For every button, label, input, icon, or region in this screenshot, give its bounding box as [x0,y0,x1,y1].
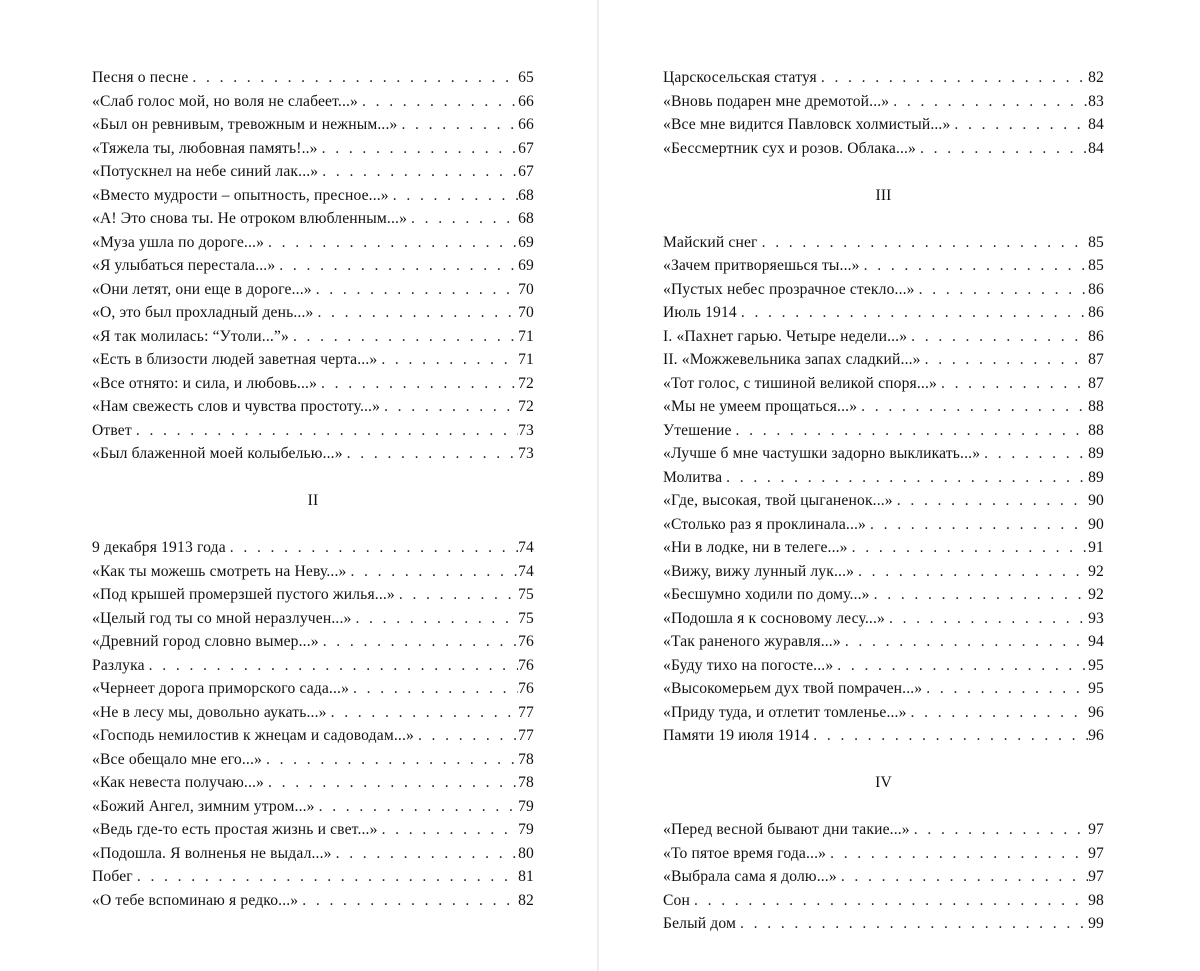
toc-entry-page-number: 66 [518,92,534,110]
toc-entry-title: «Все обещало мне его...» [92,750,262,768]
toc-entry-title: «Буду тихо на погосте...» [663,656,834,674]
toc-entry-page-number: 93 [1088,609,1104,627]
toc-leader-dots [821,66,1088,90]
toc-entry-page-number: 67 [518,163,534,180]
toc-leader-dots [347,442,518,466]
toc-entry-title: «Был блаженной моей колыбелью...» [92,445,343,462]
toc-entry-title: «Древний город словно вымер...» [92,633,319,650]
toc-entry-page-number: 66 [518,116,534,133]
toc-entry-page-number: 65 [518,69,534,86]
toc-entry-page-number: 97 [1088,868,1104,885]
toc-entry [663,348,1104,372]
toc-entry-page-number: 70 [518,304,534,321]
toc-leader-dots [830,842,1088,866]
toc-entry [663,889,1104,913]
toc-entry-page-number: 98 [1088,891,1104,909]
section-heading-ii: II [307,492,319,509]
toc-entry [663,66,1104,90]
toc-leader-dots [279,254,518,278]
toc-entry [92,654,534,678]
toc-entry-title: Майский снег [663,233,758,251]
toc-entry-title: «Целый год ты со мной неразлучен...» [92,609,352,627]
toc-leader-dots [762,231,1088,255]
toc-leader-dots [362,90,518,114]
toc-entry-title: «Я так молилась: “Утоли...”» [92,327,289,345]
toc-entry-title: «Высокомерьем дух твой помрачен...» [663,680,923,697]
toc-entry-title: Памяти 19 июля 1914 [663,727,810,744]
toc-leader-dots [852,536,1088,560]
toc-leader-dots [322,160,518,184]
toc-entry-page-number: 99 [1088,915,1104,932]
toc-leader-dots [845,630,1088,654]
section-heading-iv: IV [875,774,892,791]
toc-entry [663,912,1104,936]
toc-entry-title: Песня о песне [92,69,189,86]
toc-entry-title: «Вместо мудрости – опытность, пресное...» [92,186,389,204]
toc-entry [663,90,1104,114]
toc-entry-title: «Столько раз я проклинала...» [663,515,867,533]
toc-leader-dots [382,818,519,842]
toc-entry-page-number: 86 [1088,280,1104,298]
toc-entry-page-number: 87 [1088,374,1104,392]
toc-entry-title: «Перед весной бывают дни такие...» [663,821,910,838]
left-page [0,0,598,971]
toc-entry [92,701,534,725]
toc-entry [92,795,534,819]
toc-group-iv [663,818,1104,936]
toc-entry-title: «Слаб голос мой, но воля не слабеет...» [92,92,359,110]
toc-entry [92,419,534,443]
toc-entry [92,536,534,560]
toc-leader-dots [920,137,1088,161]
toc-entry-page-number: 97 [1088,821,1104,838]
toc-leader-dots [926,677,1088,701]
toc-entry-title: «Зачем притворяешься ты...» [663,257,860,274]
toc-leader-dots [136,419,518,443]
toc-entry-page-number: 85 [1088,257,1104,274]
toc-entry-title: Молитва [663,468,723,486]
toc-entry-page-number: 84 [1088,139,1104,157]
toc-entry-title: «Как ты можешь смотреть на Неву...» [92,562,347,580]
toc-entry-page-number: 77 [518,703,534,721]
toc-entry-page-number: 75 [518,586,534,603]
toc-leader-dots [401,113,518,137]
toc-entry-title: «Так раненого журавля...» [663,633,841,650]
toc-entry-title: Царскосельская статуя [663,69,817,86]
toc-entry-title: «Ведь где-то есть простая жизнь и свет...» [92,821,378,838]
toc-entry-page-number: 86 [1088,304,1104,321]
toc-entry-title: Июль 1914 [663,304,737,321]
toc-leader-dots [418,724,518,748]
section-spacer [663,160,1104,184]
toc-entry-page-number: 68 [518,186,534,204]
toc-left [92,66,534,912]
toc-entry-page-number: 73 [518,421,534,439]
toc-entry [663,231,1104,255]
toc-entry-page-number: 81 [518,868,534,885]
toc-leader-dots [897,489,1088,513]
toc-entry-title: «Вижу, вижу лунный лук...» [663,562,855,580]
toc-leader-dots [336,842,519,866]
section-heading-iii: III [875,186,892,204]
toc-entry [92,301,534,325]
toc-entry [663,654,1104,678]
toc-entry [663,701,1104,725]
toc-entry [92,278,534,302]
toc-entry [92,90,534,114]
toc-leader-dots [874,583,1088,607]
toc-entry-page-number: 79 [518,797,534,815]
toc-leader-dots [893,90,1088,114]
toc-entry-page-number: 78 [518,774,534,791]
toc-leader-dots [837,654,1088,678]
toc-entry-page-number: 89 [1088,445,1104,462]
toc-leader-dots [321,372,518,396]
toc-leader-dots [317,301,518,325]
toc-entry [663,113,1104,137]
toc-entry [663,818,1104,842]
toc-leader-dots [384,395,518,419]
toc-leader-dots [813,724,1088,748]
toc-leader-dots [137,865,518,889]
toc-entry-page-number: 88 [1088,398,1104,415]
toc-entry-page-number: 73 [518,445,534,462]
toc-entry-page-number: 76 [518,680,534,697]
toc-entry [663,865,1104,889]
toc-entry [663,489,1104,513]
toc-entry-page-number: 87 [1088,351,1104,368]
toc-entry-page-number: 96 [1088,727,1104,744]
toc-entry-page-number: 91 [1088,539,1104,556]
toc-leader-dots [911,325,1088,349]
toc-entry-title: «Потускнел на небе синий лак...» [92,163,319,180]
toc-leader-dots [954,113,1088,137]
toc-leader-dots [323,630,518,654]
toc-entry [92,66,534,90]
toc-leader-dots [736,419,1089,443]
toc-leader-dots [740,912,1088,936]
toc-entry [663,583,1104,607]
toc-entry-title: «Мы не умеем прощаться...» [663,398,858,415]
toc-leader-dots [925,348,1088,372]
toc-entry-page-number: 82 [518,891,534,909]
toc-entry [92,630,534,654]
toc-leader-dots [870,513,1088,537]
toc-entry-page-number: 95 [1088,656,1104,674]
toc-entry-page-number: 78 [518,750,534,768]
toc-entry-page-number: 67 [518,139,534,157]
toc-entry-page-number: 92 [1088,586,1104,603]
toc-entry-page-number: 79 [518,821,534,838]
toc-entry [92,348,534,372]
right-page [599,0,1200,971]
toc-entry-title: «Тяжела ты, любовная память!..» [92,139,318,157]
toc-entry-title: II. «Можжевельника запах сладкий...» [663,351,921,368]
section-spacer [92,466,534,490]
toc-entry [92,889,534,913]
toc-leader-dots [268,771,518,795]
toc-entry [92,442,534,466]
toc-group-ii [92,536,534,912]
toc-entry [663,677,1104,701]
toc-entry-page-number: 96 [1088,703,1104,721]
toc-entry-page-number: 76 [518,633,534,650]
toc-entry [92,184,534,208]
toc-entry-title: «Божий Ангел, зимним утром...» [92,797,315,815]
toc-entry [663,466,1104,490]
section-spacer [92,513,534,537]
toc-entry [663,254,1104,278]
toc-entry-page-number: 84 [1088,116,1104,133]
toc-entry-title: Белый дом [663,915,737,932]
toc-entry [92,677,534,701]
toc-entry-title: «Чернеет дорога приморского сада...» [92,680,350,697]
toc-group-continued [663,66,1104,160]
toc-leader-dots [411,207,518,231]
toc-entry-page-number: 76 [518,656,534,674]
section-spacer [663,207,1104,231]
toc-entry [92,724,534,748]
toc-entry-title: «Был он ревнивым, тревожным и нежным...» [92,116,398,133]
toc-leader-dots [393,184,518,208]
toc-entry-page-number: 74 [518,539,534,556]
toc-entry [663,442,1104,466]
toc-entry-title: «Нам свежесть слов и чувства простоту...» [92,398,381,415]
toc-leader-dots [355,607,518,631]
toc-entry-title: «Приду туда, и отлетит томленье...» [663,703,907,721]
toc-entry [663,372,1104,396]
toc-leader-dots [841,865,1088,889]
toc-entry [663,630,1104,654]
toc-leader-dots [889,607,1088,631]
toc-entry-page-number: 77 [518,727,534,744]
toc-entry [92,865,534,889]
toc-entry [663,419,1104,443]
toc-leader-dots [230,536,518,560]
toc-entry-title: Утешение [663,421,732,439]
toc-entry-title: «Все мне видится Павловск холмистый...» [663,116,951,133]
toc-entry-page-number: 70 [518,280,534,298]
toc-entry-page-number: 68 [518,210,534,227]
toc-leader-dots [694,889,1088,913]
toc-leader-dots [741,301,1088,325]
toc-entry [92,560,534,584]
toc-entry [663,560,1104,584]
toc-entry [663,842,1104,866]
toc-entry-page-number: 80 [518,844,534,862]
toc-entry-page-number: 69 [518,233,534,251]
toc-entry-title: «Лучше б мне частушки задорно выкликать...» [663,445,981,462]
toc-entry-title: «Ни в лодке, ни в телеге...» [663,539,848,556]
toc-entry-page-number: 69 [518,257,534,274]
toc-entry [92,748,534,772]
toc-entry-title: «Муза ушла по дороге...» [92,233,265,251]
toc-leader-dots [861,395,1088,419]
toc-entry [92,842,534,866]
toc-entry-title: «Есть в близости людей заветная черта...» [92,351,378,368]
toc-entry-title: «О тебе вспоминаю я редко...» [92,891,299,909]
toc-entry-page-number: 72 [518,374,534,392]
toc-leader-dots [322,137,518,161]
toc-entry [663,607,1104,631]
toc-entry-title: «Тот голос, с тишиной великой споря...» [663,374,937,392]
toc-entry-title: Сон [663,891,690,909]
toc-entry-title: «Подошла. Я волненья не выдал...» [92,844,332,862]
toc-leader-dots [919,278,1088,302]
toc-entry-page-number: 71 [518,351,534,368]
toc-leader-dots [302,889,518,913]
toc-entry-title: «Господь немилостив к жнецам и садоводам...» [92,727,414,744]
toc-entry [92,372,534,396]
toc-leader-dots [268,231,518,255]
toc-entry-page-number: 75 [518,609,534,627]
toc-entry [92,113,534,137]
toc-entry [92,583,534,607]
toc-entry-title: «Пустых небес прозрачное стекло...» [663,280,915,298]
toc-entry-title: I. «Пахнет гарью. Четыре недели...» [663,327,908,345]
toc-entry [92,818,534,842]
toc-group-1 [92,66,534,466]
toc-entry-page-number: 71 [518,327,534,345]
toc-entry-page-number: 95 [1088,680,1104,697]
toc-entry [92,771,534,795]
toc-entry [663,513,1104,537]
toc-leader-dots [911,701,1089,725]
toc-entry-title: Побег [92,868,133,885]
toc-entry-page-number: 72 [518,398,534,415]
toc-entry-title: «Подошла я к сосновому лесу...» [663,609,885,627]
toc-entry [663,325,1104,349]
toc-entry-page-number: 94 [1088,633,1104,650]
toc-entry [92,137,534,161]
toc-entry-page-number: 90 [1088,492,1104,509]
toc-entry-title: Ответ [92,421,132,439]
toc-entry-page-number: 97 [1088,844,1104,862]
toc-leader-dots [319,795,518,819]
toc-leader-dots [864,254,1088,278]
toc-entry-title: «То пятое время года...» [663,844,827,862]
toc-leader-dots [914,818,1088,842]
toc-leader-dots [399,583,518,607]
toc-entry [92,207,534,231]
toc-leader-dots [293,325,518,349]
toc-entry-title: «Под крышей промерзшей пустого жилья...» [92,586,395,603]
toc-entry-title: «Как невеста получаю...» [92,774,265,791]
toc-entry-title: «Бесшумно ходили по дому...» [663,586,870,603]
toc-leader-dots [726,466,1088,490]
toc-entry-page-number: 83 [1088,92,1104,110]
toc-entry-page-number: 74 [518,562,534,580]
toc-entry-title: «Где, высокая, твой цыганенок...» [663,492,893,509]
toc-entry [663,278,1104,302]
toc-entry [663,395,1104,419]
toc-entry [663,301,1104,325]
toc-leader-dots [266,748,518,772]
toc-entry-title: «Выбрала сама я долю...» [663,868,837,885]
section-spacer [663,748,1104,772]
toc-entry-page-number: 92 [1088,562,1104,580]
toc-leader-dots [350,560,518,584]
toc-entry-title: «Они летят, они еще в дороге...» [92,280,312,298]
toc-right [663,66,1104,936]
toc-entry [92,325,534,349]
toc-entry [92,395,534,419]
toc-entry-title: «А! Это снова ты. Не отроком влюбленным...» [92,210,408,227]
toc-entry [92,607,534,631]
toc-leader-dots [316,278,518,302]
toc-group-iii [663,231,1104,748]
toc-leader-dots [192,66,518,90]
toc-entry-title: «Бессмертник сух и розов. Облака...» [663,139,916,157]
toc-entry-title: «Я улыбаться перестала...» [92,257,276,274]
toc-entry-title: «О, это был прохладный день...» [92,304,314,321]
toc-leader-dots [381,348,518,372]
toc-entry [92,160,534,184]
toc-entry-page-number: 86 [1088,327,1104,345]
toc-leader-dots [941,372,1088,396]
toc-entry-title: Разлука [92,656,145,674]
toc-leader-dots [858,560,1088,584]
toc-entry-page-number: 90 [1088,515,1104,533]
toc-entry-page-number: 89 [1088,468,1104,486]
toc-entry-page-number: 88 [1088,421,1104,439]
toc-entry-title: 9 декабря 1913 года [92,539,226,556]
toc-entry-page-number: 85 [1088,233,1104,251]
toc-entry-page-number: 82 [1088,69,1104,86]
section-spacer [663,795,1104,819]
toc-entry [663,536,1104,560]
toc-entry-title: «Вновь подарен мне дремотой...» [663,92,890,110]
toc-leader-dots [353,677,518,701]
toc-leader-dots [984,442,1088,466]
toc-leader-dots [149,654,518,678]
toc-entry-title: «Не в лесу мы, довольно аукать...» [92,703,327,721]
toc-entry-title: «Все отнято: и сила, и любовь...» [92,374,318,392]
toc-entry [92,254,534,278]
toc-entry [92,231,534,255]
toc-entry [663,724,1104,748]
toc-entry [663,137,1104,161]
toc-leader-dots [331,701,518,725]
